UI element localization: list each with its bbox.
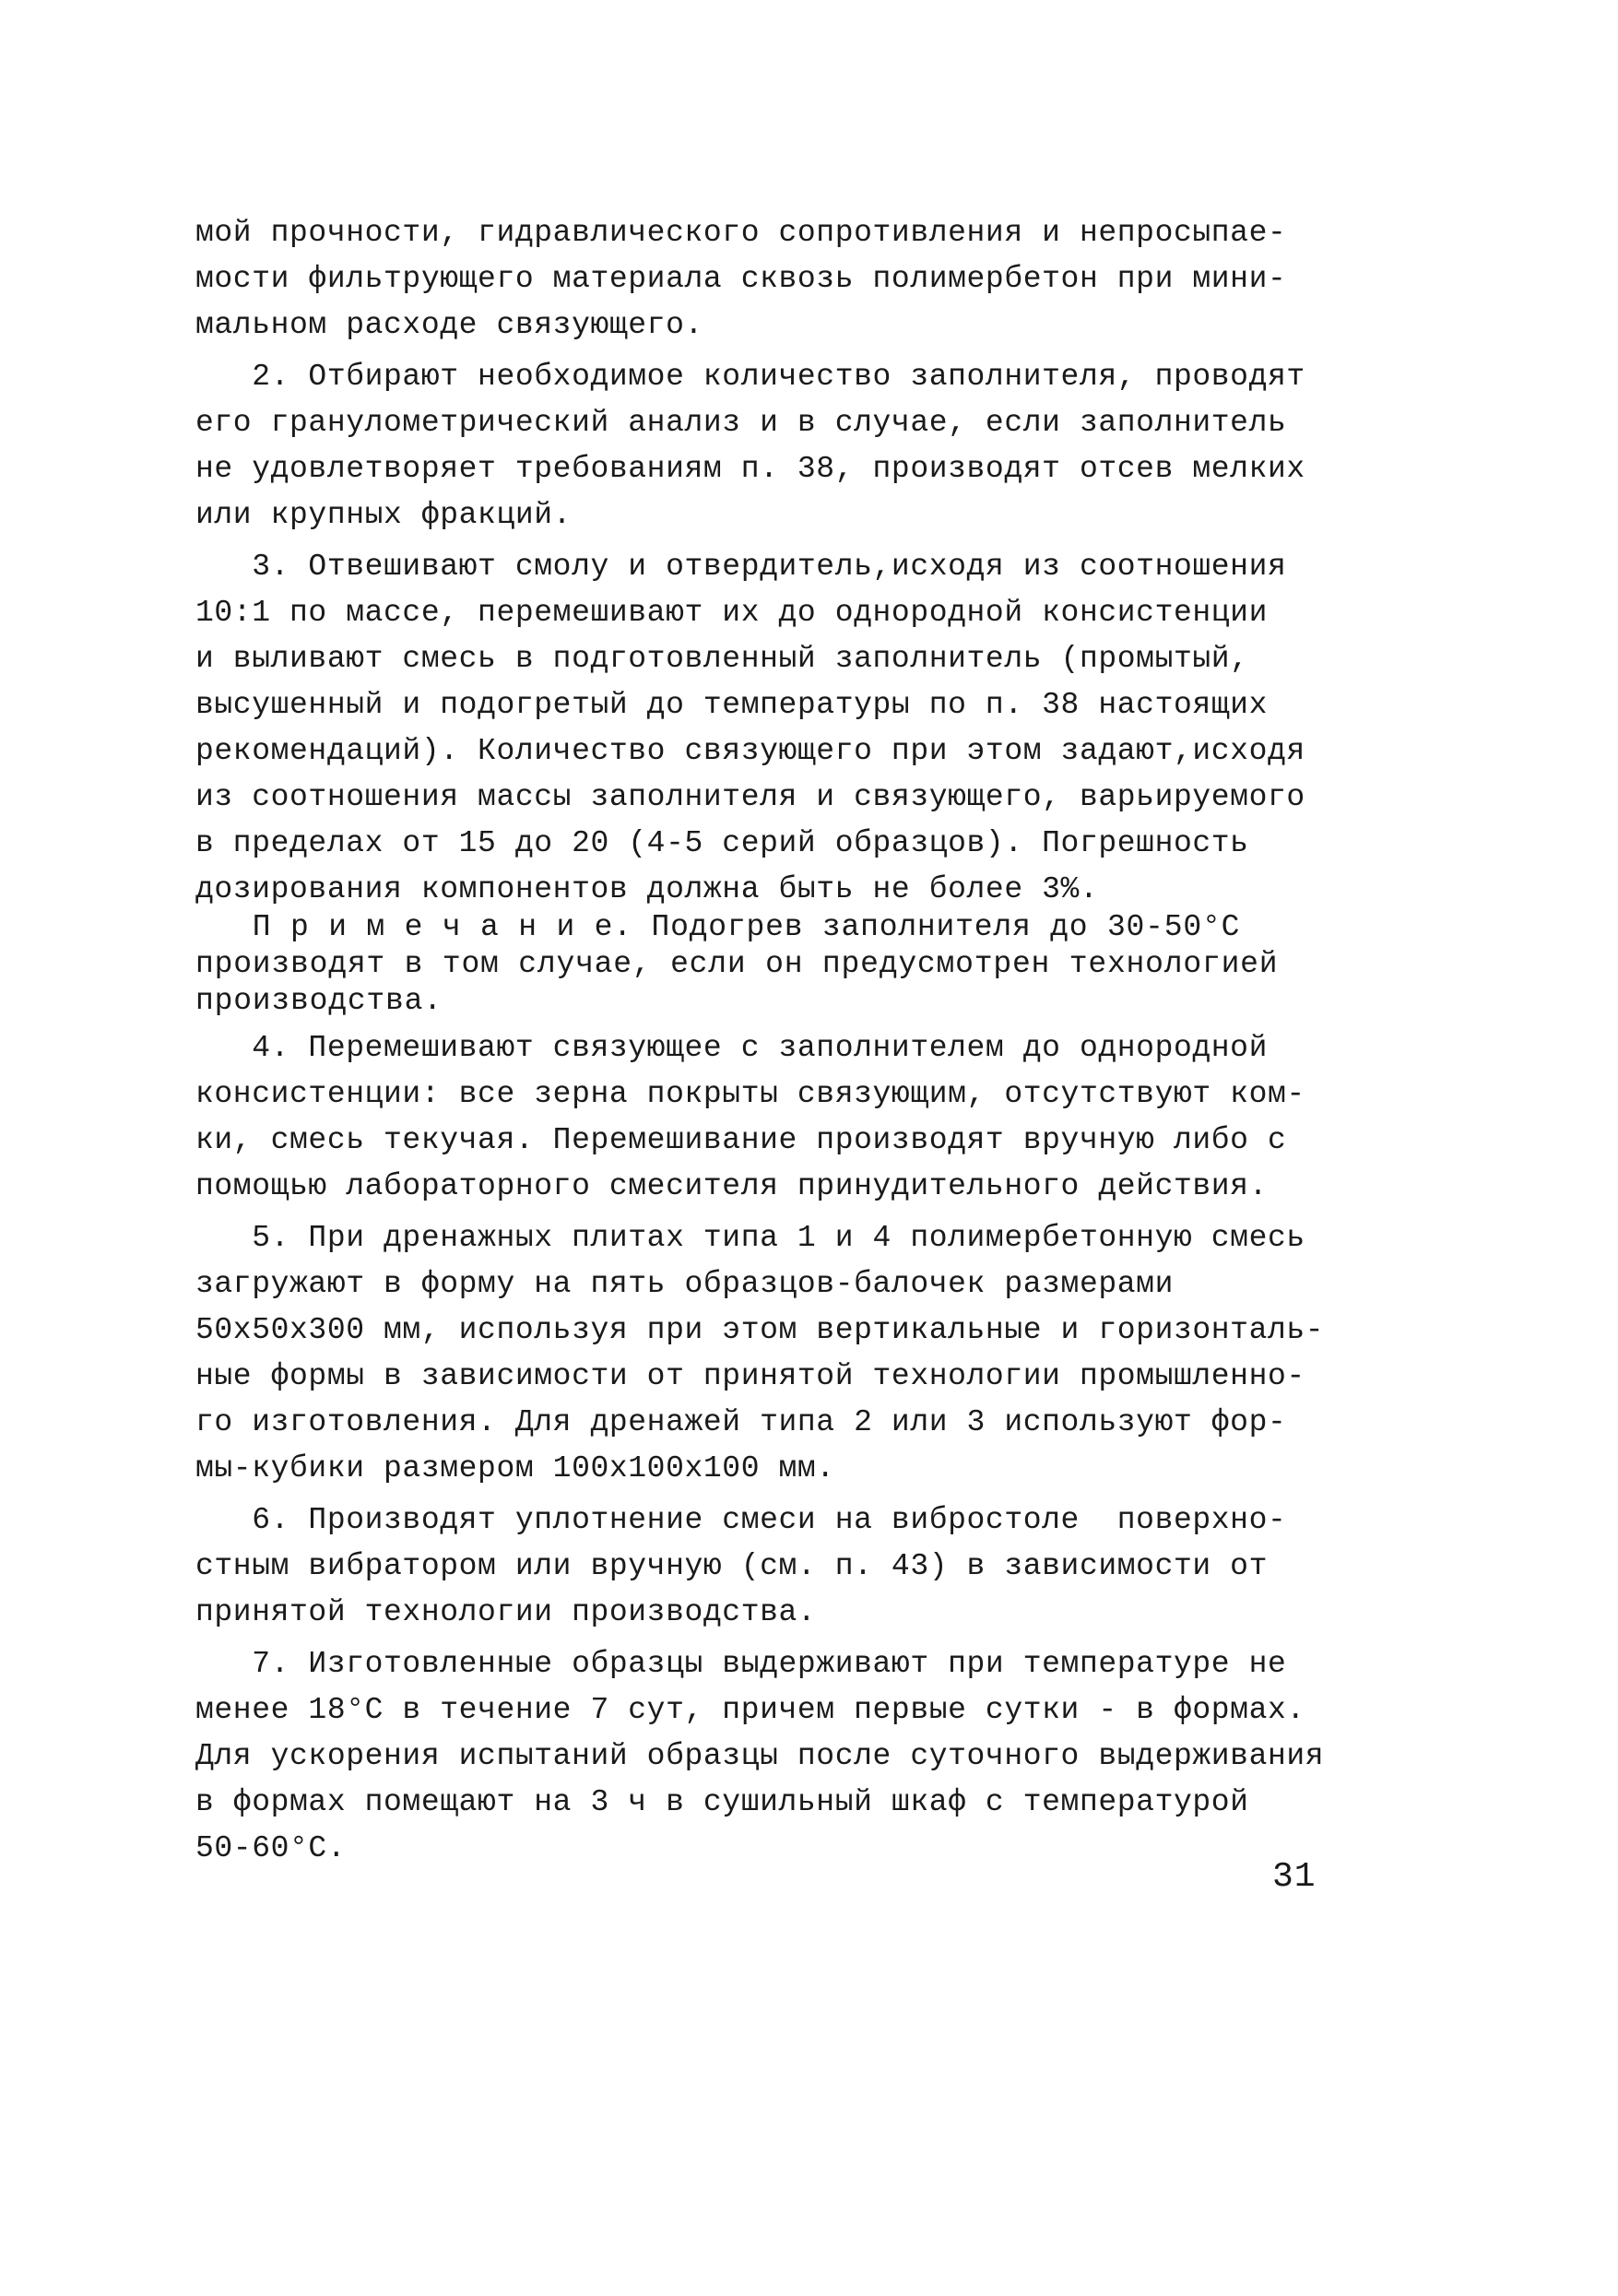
text-line: мой прочности, гидравлического сопротивления и непросыпае- <box>195 216 1287 250</box>
text-line: Для ускорения испытаний образцы после суточного выдерживания <box>195 1739 1325 1773</box>
text-line: 7. Изготовленные образцы выдерживают при температуре не <box>195 1647 1287 1681</box>
text-line: в формах помещают на 3 ч в сушильный шкаф с температурой <box>195 1785 1249 1819</box>
text-line: и выливают смесь в подготовленный заполнитель (промытый, <box>195 642 1249 676</box>
text-line: ки, смесь текучая. Перемешивание производят вручную либо с <box>195 1123 1287 1157</box>
text-line: мальном расходе связующего. <box>195 308 703 342</box>
text-line: загружают в форму на пять образцов-балочек размерами <box>195 1267 1174 1301</box>
text-line: помощью лабораторного смесителя принудительного действия. <box>195 1169 1268 1203</box>
text-line: мы-кубики размером 100х100х100 мм. <box>195 1451 835 1485</box>
text-line: 3. Отвешивают смолу и отвердитель,исходя из соотношения <box>195 550 1287 584</box>
text-line: 5. При дренажных плитах типа 1 и 4 полимербетонную смесь <box>195 1221 1305 1255</box>
text-line: менее 18°С в течение 7 сут, причем первые сутки - в формах. <box>195 1693 1305 1727</box>
text-line: дозирования компонентов должна быть не более 3%. <box>195 872 1099 906</box>
text-line: из соотношения массы заполнителя и связующего, варьируемого <box>195 780 1305 814</box>
text-line: не удовлетворяет требованиям п. 38, производят отсев мелких <box>195 452 1305 486</box>
text-line: мости фильтрующего материала сквозь полимербетон при мини- <box>195 262 1287 296</box>
text-line: рекомендаций). Количество связующего при этом задают,исходя <box>195 734 1305 768</box>
note-line: П р и м е ч а н и е. Подогрев заполнителя до 30-50°С <box>195 910 1241 944</box>
text-line: высушенный и подогретый до температуры по п. 38 настоящих <box>195 688 1268 722</box>
paragraph-1 <box>195 210 1357 349</box>
text-line: принятой технологии производства. <box>195 1595 817 1629</box>
text-line: 4. Перемешивают связующее с заполнителем до однородной <box>195 1031 1268 1065</box>
text-line: 2. Отбирают необходимое количество заполнителя, проводят <box>195 360 1305 394</box>
paragraph-4 <box>195 1025 1357 1210</box>
text-line: 6. Производят уплотнение смеси на вибростоле поверхно- <box>195 1503 1287 1537</box>
text-line: в пределах от 15 до 20 (4-5 серий образцов). Погрешность <box>195 826 1249 860</box>
text-line: го изготовления. Для дренажей типа 2 или 3 используют фор- <box>195 1405 1287 1439</box>
text-line: 10:1 по массе, перемешивают их до однородной консистенции <box>195 596 1268 630</box>
text-line: 50х50х300 мм, используя при этом вертикальные и горизонталь- <box>195 1313 1325 1347</box>
text-line: стным вибратором или вручную (см. п. 43) в зависимости от <box>195 1549 1268 1583</box>
page-number: 31 <box>1272 1857 1317 1897</box>
paragraph-3 <box>195 544 1357 913</box>
paragraph-2 <box>195 354 1357 538</box>
body-text <box>195 210 1357 1872</box>
paragraph-6 <box>195 1497 1357 1636</box>
paragraph-7 <box>195 1641 1357 1872</box>
note-block <box>195 909 1357 1020</box>
text-line: консистенции: все зерна покрыты связующим, отсутствуют ком- <box>195 1077 1305 1111</box>
text-line: ные формы в зависимости от принятой технологии промышленно- <box>195 1359 1305 1393</box>
note-line: производят в том случае, если он предусмотрен технологией <box>195 947 1279 981</box>
text-line: 50-60°С. <box>195 1831 347 1865</box>
text-line: его гранулометрический анализ и в случае, если заполнитель <box>195 406 1287 440</box>
paragraph-5 <box>195 1215 1357 1492</box>
text-line: или крупных фракций. <box>195 498 573 532</box>
note-line: производства. <box>195 984 443 1018</box>
